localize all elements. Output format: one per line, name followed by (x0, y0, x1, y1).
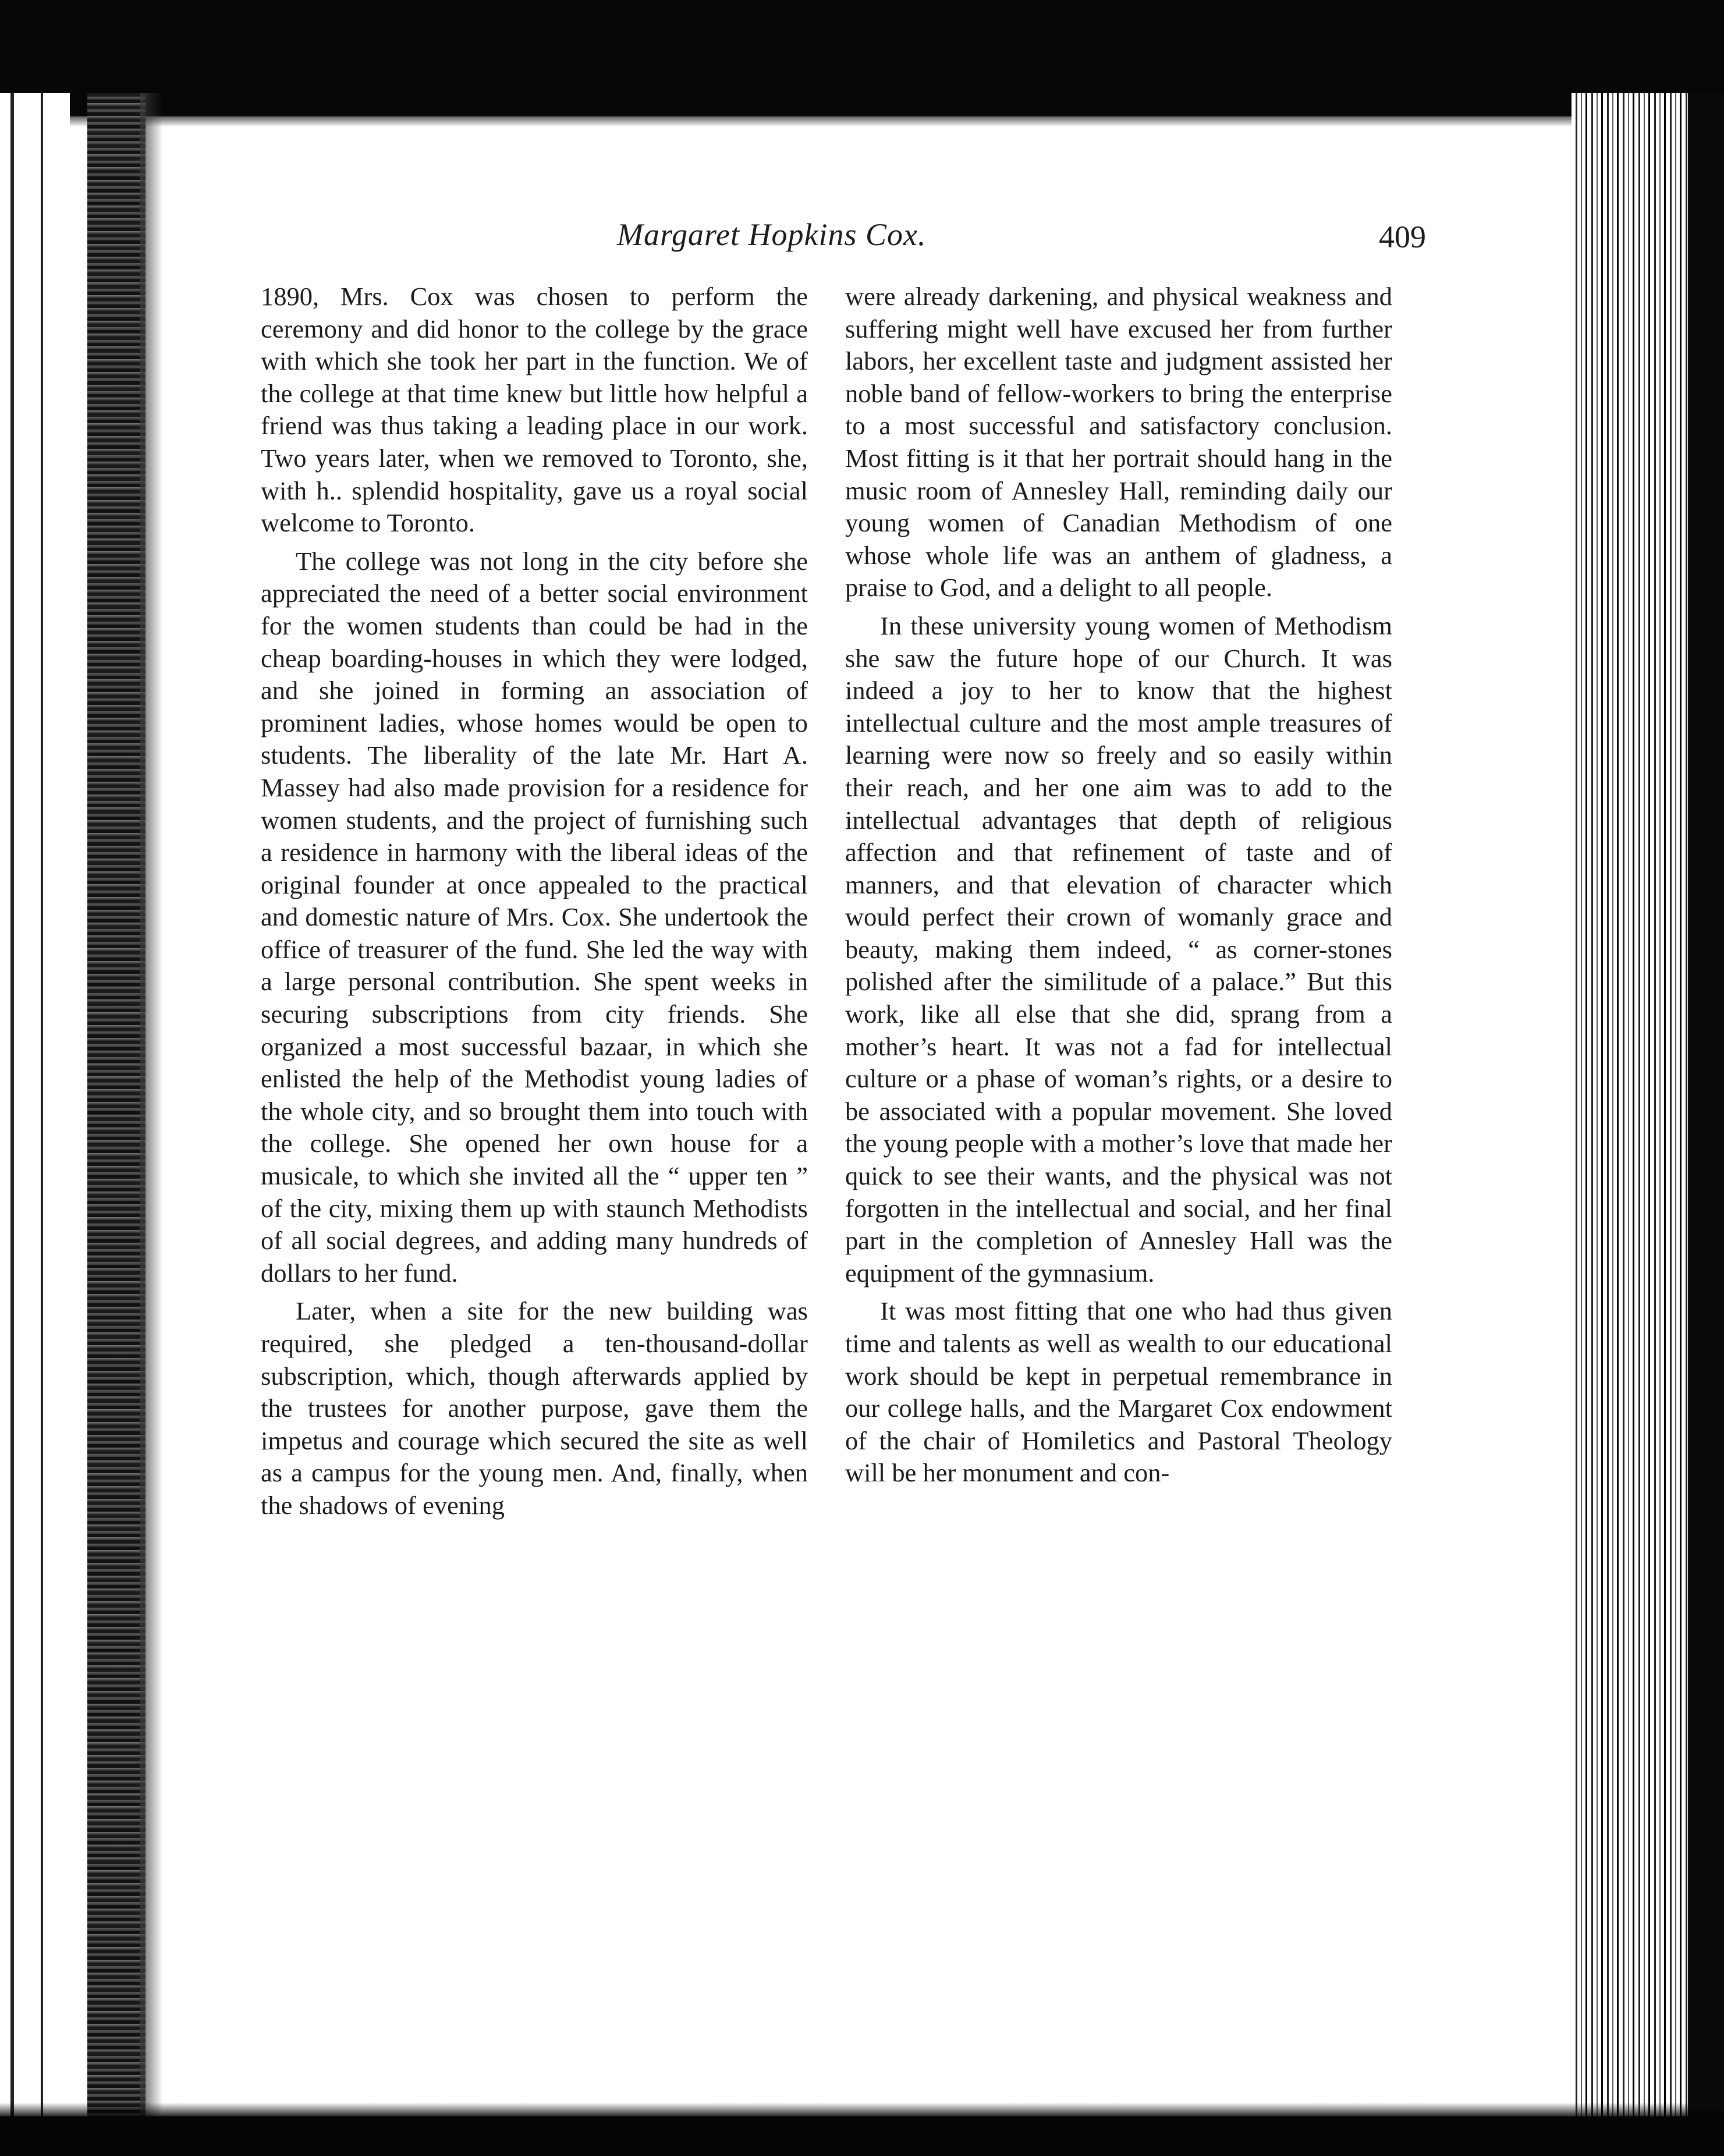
scan-left-binding-shadow (87, 93, 146, 2156)
scan-top-border (0, 0, 1724, 116)
scan-left-line (10, 93, 14, 2156)
scan-top-border-edge (0, 111, 1724, 127)
scan-left-line (41, 93, 43, 2156)
running-title: Margaret Hopkins Cox. (617, 217, 927, 252)
scan-right-edge (1688, 93, 1724, 2156)
scan-left-binding-fade (140, 93, 163, 2156)
paragraph: were already darkening, and physical weakness and suffering might well have excused her from further labors, her excellent taste and judgment assisted her noble band of fellow-workers to bring the enterprise to a most successful and satisfactory conclusion. Most fitting is it that her portrait should hang in the music room of Annesley Hall, reminding daily our young women of Canadian Methodism of one whose whole life was an anthem of gladness, a praise to God, and a delight to all people. (845, 282, 1392, 602)
scan-bottom-border (0, 2116, 1724, 2156)
paragraph: 1890, Mrs. Cox was chosen to perform the ceremony and did honor to the college by the grace with which she took her part in the function. We of the college at that time knew but little how helpful a friend was thus taking a leading place in our work. Two years later, when we removed to Toronto, she, with h.. splendid hospitality, gave us a royal social welcome to Toronto. (261, 282, 808, 538)
paragraph: Later, when a site for the new building was required, she pledged a ten-thousand-dollar subscription, which, though afterwards applied by the trustees for another purpose, gave them the impetus and courage which secured the site as well as a campus for the young men. And, finally, when the shadows of evening (261, 1296, 808, 1520)
scan-left-margin (0, 93, 70, 2156)
right-text-column (845, 281, 1392, 1490)
left-text-column (261, 281, 808, 1522)
paragraph: The college was not long in the city before she appreciated the need of a better social environment for the women students than could be had in the cheap boarding-houses in which they were lodged, and she joined in forming an association of prominent ladies, whose homes would be open to students. The liberality of the late Mr. Hart A. Massey had also made provision for a residence for women students, and the project of furnishing such a residence in harmony with the liberal ideas of the original founder at once appealed to the practical and domestic nature of Mrs. Cox. She undertook the office of treasurer of the fund. She led the way with a large personal contribution. She spent weeks in securing subscriptions from city friends. She organized a most successful bazaar, in which she enlisted the help of the Methodist young ladies of the whole city, and so brought them into touch with the college. She opened her own house for a musicale, to which she invited all the “ upper ten ” of the city, mixing them up with staunch Methodists of all social degrees, and adding many hundreds of dollars to her fund. (261, 546, 808, 1288)
page-number: 409 (1379, 219, 1426, 254)
paragraph: It was most fitting that one who had thus given time and talents as well as wealth to our educational work should be kept in perpetual remembrance in our college halls, and the Margaret Cox endowment of the chair of Homiletics and Pastoral Theology will be her monument and con- (845, 1296, 1392, 1488)
paragraph: In these university young women of Methodism she saw the future hope of our Church. It was indeed a joy to her to know that the highest intellectual culture and the most ample treasures of learning were now so freely and so easily within their reach, and her one aim was to add to the intellectual advantages that depth of religious affection and that refinement of taste and of manners, and that elevation of character which would perfect their crown of womanly grace and beauty, making them indeed, “ as corner-stones polished after the similitude of a palace.” But this work, like all else that she did, sprang from a mother’s heart. It was not a fad for intellectual culture or a phase of woman’s rights, or a desire to be associated with a popular movement. She loved the young people with a mother’s love that made her quick to see their wants, and the physical was not forgotten in the intellectual and social, and her final part in the completion of Annesley Hall was the equipment of the gymnasium. (845, 611, 1392, 1288)
